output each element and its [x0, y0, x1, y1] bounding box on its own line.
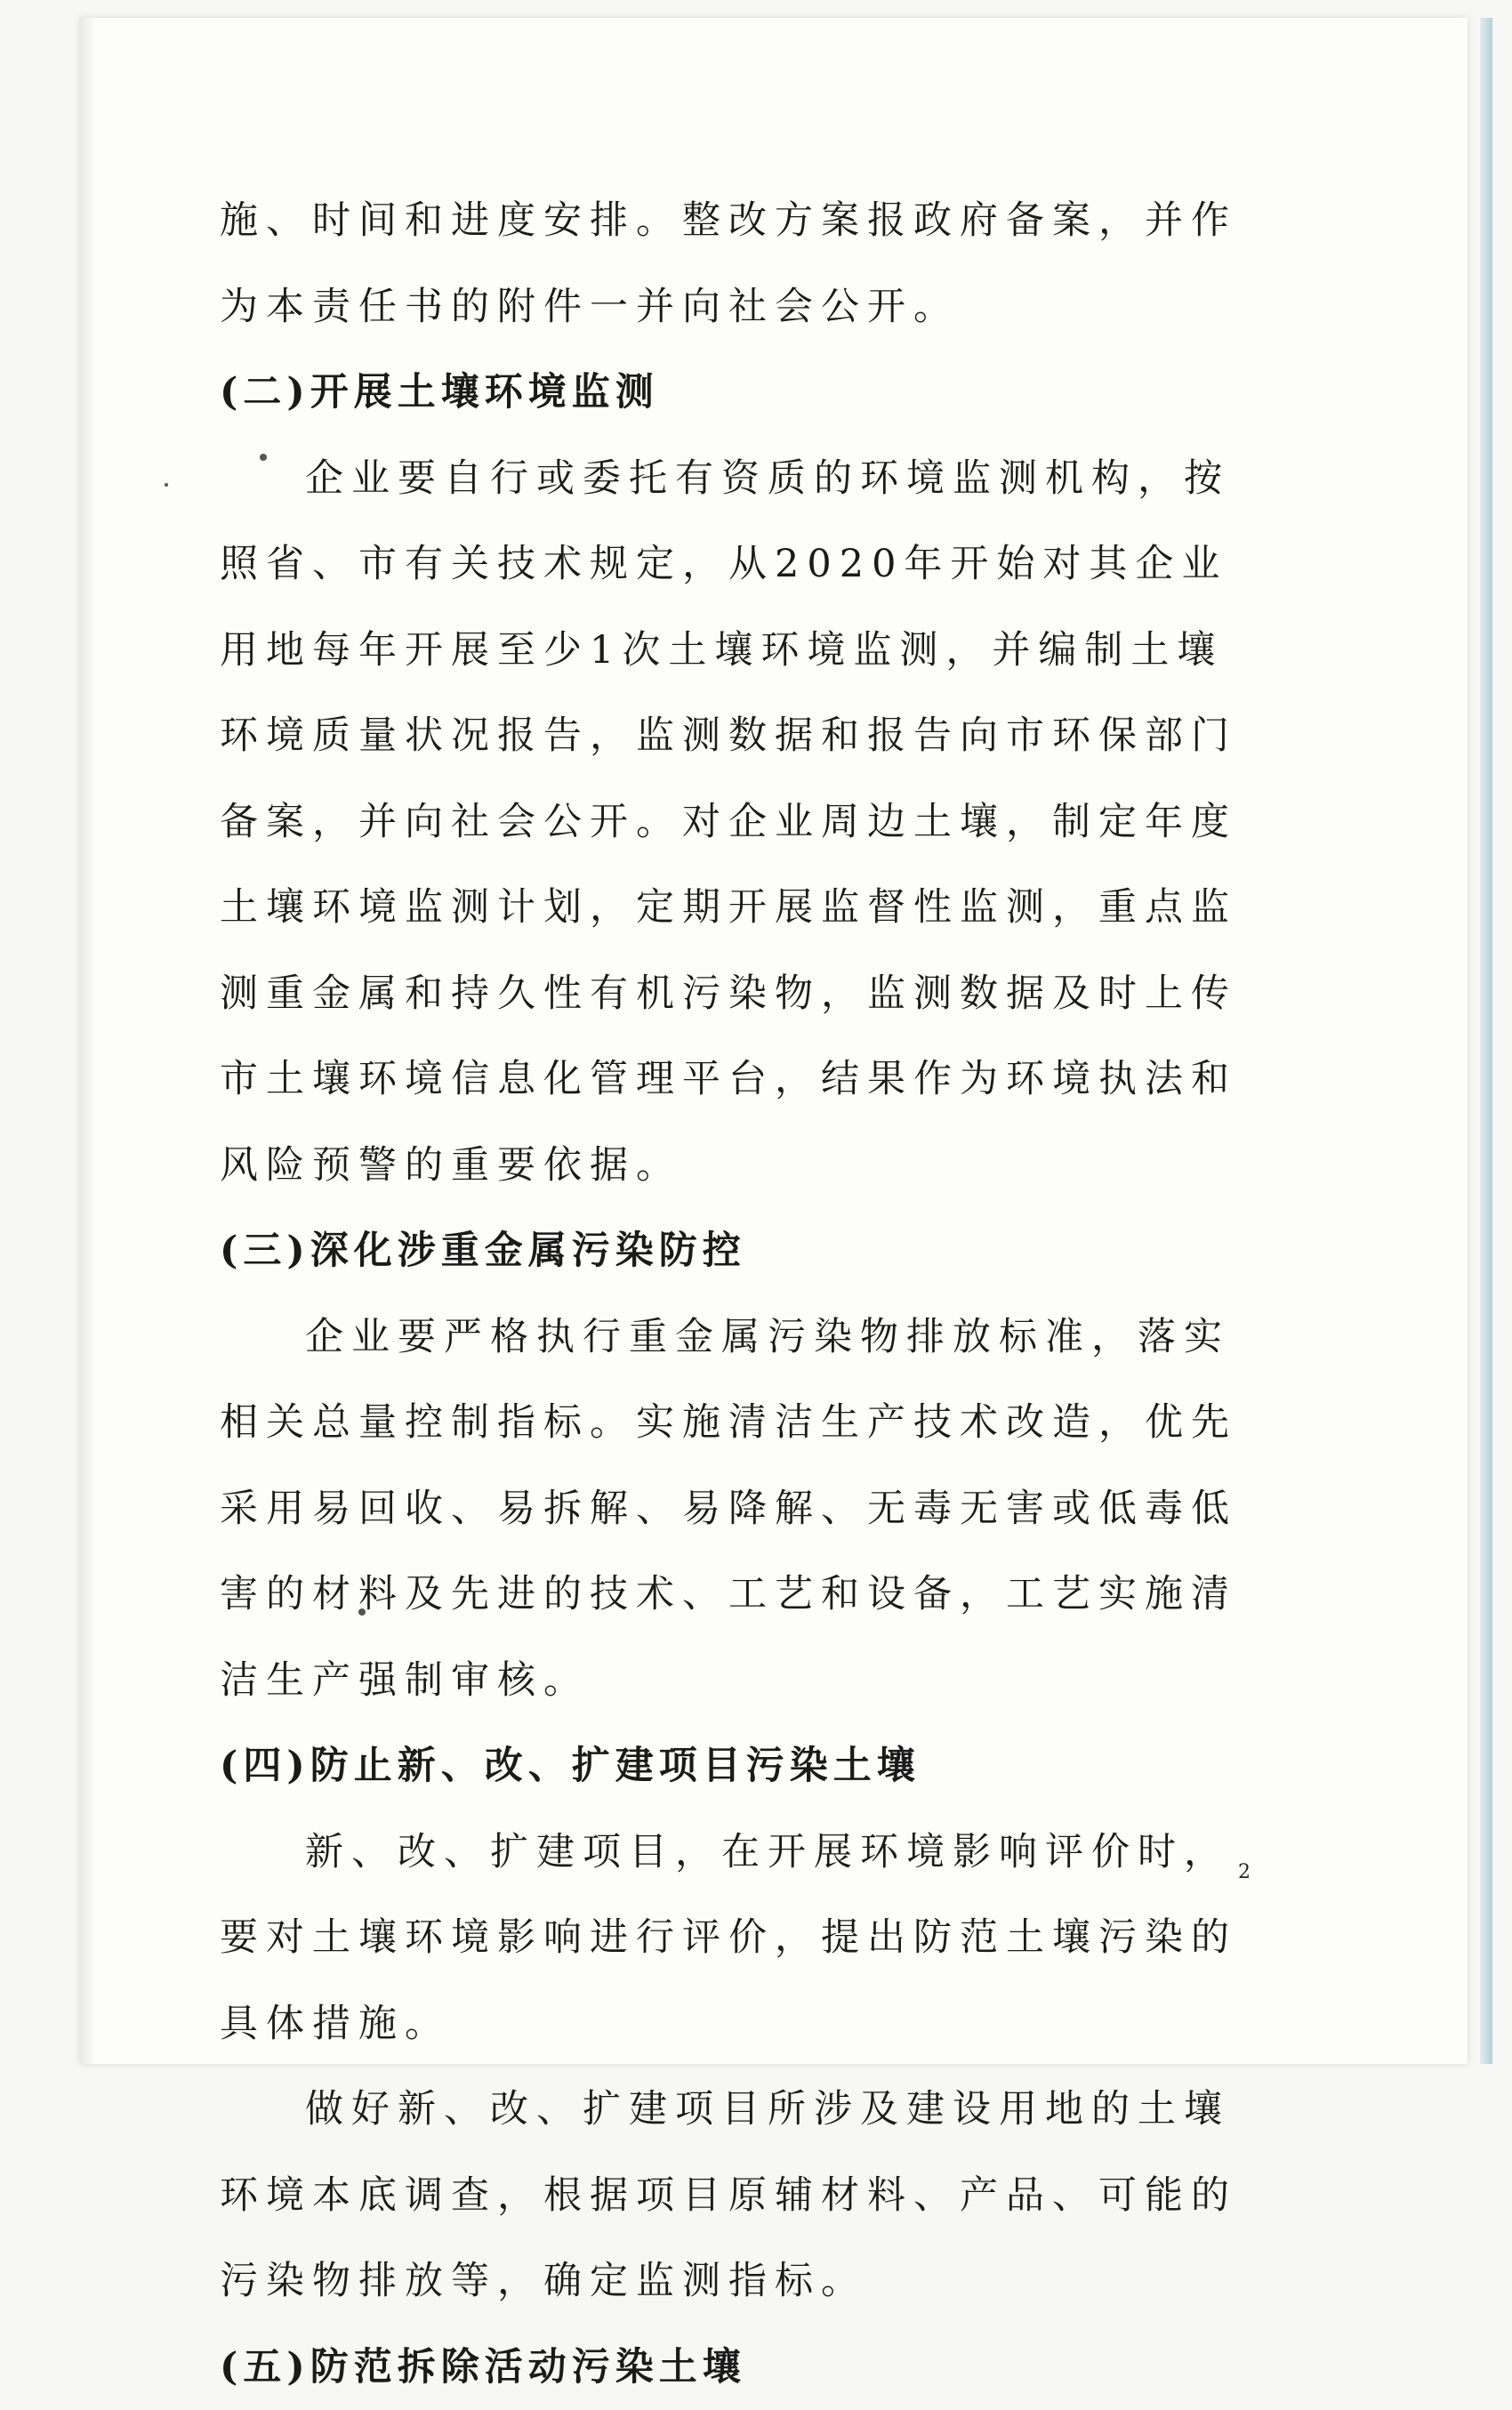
scan-speck — [165, 483, 168, 487]
paragraph-new-projects: 新、改、扩建项目，在开展环境影响评价时，要对土壤环境影响进行评价，提出防范土壤污染的具体措施。 — [220, 1810, 1251, 2067]
section-heading-3: (三)深化涉重金属污染防控 — [220, 1208, 1251, 1294]
paragraph-monitoring: 企业要自行或委托有资质的环境监测机构，按照省、市有关技术规定，从2020年开始对其企业用地每年开展至少1次土壤环境监测，并编制土壤环境质量状况报告，监测数据和报告向市环保部门备案，并向社会公开。对企业周边土壤，制定年度土壤环境监测计划，定期开展监督性监测，重点监测重金属和持久性有机污染物，监测数据及时上传市土壤环境信息化管理平台，结果作为环境执法和风险预警的重要依据。 — [220, 436, 1251, 1209]
paragraph-baseline-survey: 做好新、改、扩建项目所涉及建设用地的土壤环境本底调查，根据项目原辅材料、产品、可能的污染物排放等，确定监测指标。 — [220, 2067, 1251, 2325]
scan-edge — [1480, 18, 1492, 2064]
document-body — [220, 178, 1251, 2410]
section-heading-2: (二)开展土壤环境监测 — [220, 350, 1251, 436]
section-heading-4: (四)防止新、改、扩建项目污染土壤 — [220, 1723, 1251, 1810]
page-number: 2 — [1238, 1861, 1251, 1883]
section-heading-5: (五)防范拆除活动污染土壤 — [220, 2325, 1251, 2410]
paragraph-heavy-metals: 企业要严格执行重金属污染物排放标准，落实相关总量控制指标。实施清洁生产技术改造，优先采用易回收、易拆解、易降解、无毒无害或低毒低害的材料及先进的技术、工艺和设备，工艺实施清洁生产强制审核。 — [220, 1294, 1251, 1724]
paragraph-continuation: 施、时间和进度安排。整改方案报政府备案，并作为本责任书的附件一并向社会公开。 — [220, 178, 1251, 350]
